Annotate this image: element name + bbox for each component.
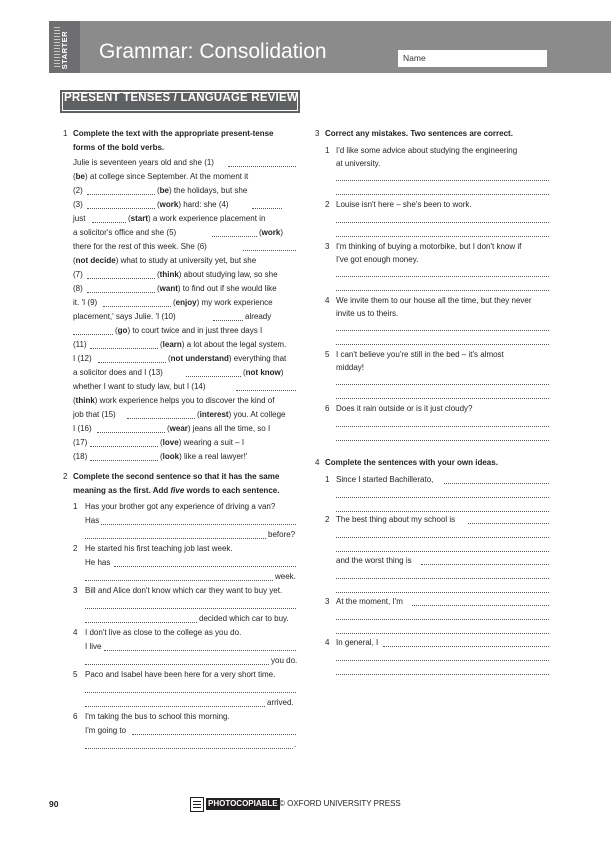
text-segment: at college since September. At the moment it [89, 172, 249, 181]
answer-blank-13[interactable] [186, 376, 241, 377]
answer-line[interactable] [336, 330, 549, 331]
item-sentence: Paco and Isabel have been here for a very short time. [85, 670, 276, 679]
item-number: 6 [73, 712, 78, 721]
item-sentence: He started his first teaching job last week. [85, 544, 233, 553]
heading-line: Complete the sentences with your own ideas. [325, 458, 498, 467]
name-field[interactable] [398, 50, 547, 67]
answer-blank-4b[interactable] [92, 222, 126, 223]
page-title: Grammar: Consolidation [99, 40, 327, 63]
verb-prompt: love [162, 438, 179, 447]
answer-line[interactable] [336, 674, 549, 675]
item-prompt: and the worst thing is [336, 556, 412, 565]
answer-line[interactable] [336, 619, 549, 620]
item-sentence: I don't live as close to the college as you do. [85, 628, 242, 637]
item-end: you do. [271, 656, 298, 665]
heading-line: Complete the text with the appropriate present-tense [73, 129, 274, 138]
answer-line[interactable] [336, 344, 549, 345]
photocopy-icon [190, 797, 204, 812]
item-number: 4 [73, 628, 78, 637]
item-prompt: The best thing about my school is [336, 515, 456, 524]
level-label: STARTER [60, 31, 69, 70]
answer-line[interactable] [85, 608, 296, 609]
answer-line[interactable] [383, 646, 549, 647]
verb-prompt: look [162, 452, 180, 461]
text-segment: I (16) [73, 424, 92, 433]
item-number: 4 [325, 638, 330, 647]
item-start: I'm going to [85, 726, 127, 735]
item-sentence: Has your brother got any experience of driving a van? [85, 502, 276, 511]
text-segment: about studying law, so she [183, 270, 278, 279]
item-sentence: I'd like some advice about studying the engineering [336, 146, 518, 155]
answer-blank-3[interactable] [87, 208, 155, 209]
answer-line[interactable] [336, 551, 549, 552]
answer-line[interactable] [336, 660, 549, 661]
item-end: . [294, 740, 297, 749]
item-sentence: Louise isn't here – she's been to work. [336, 200, 472, 209]
verb-prompt: not understand [170, 354, 229, 363]
text-segment: it. 'I (9) [73, 298, 98, 307]
text-segment: (17) [73, 438, 88, 447]
item-number: 3 [325, 242, 330, 251]
answer-blank-15[interactable] [127, 418, 195, 419]
verb-prompt: think [159, 270, 179, 279]
answer-line[interactable] [85, 706, 265, 707]
text-segment: my work experience [201, 298, 273, 307]
answer-line[interactable] [336, 633, 549, 634]
answer-line[interactable] [114, 566, 296, 567]
item-sentence: at university. [336, 159, 381, 168]
item-sentence: midday! [336, 363, 365, 372]
publisher-text: © OXFORD UNIVERSITY PRESS [279, 799, 401, 808]
answer-blank-18[interactable] [90, 460, 158, 461]
item-number: 6 [325, 404, 330, 413]
heading-line: words to each sentence. [184, 486, 280, 495]
answer-line[interactable] [85, 580, 273, 581]
text-segment: to court twice and in just three days I [132, 326, 263, 335]
text-segment: whether I want to study law, but I (14) [73, 382, 206, 391]
item-number: 4 [325, 296, 330, 305]
item-end: week. [275, 572, 296, 581]
text-segment: a solicitor does and I (13) [73, 368, 163, 377]
text-segment: (2) [73, 186, 83, 195]
text-segment: (8) [73, 284, 83, 293]
text-segment: a lot about the legal system. [186, 340, 287, 349]
text-segment: (3) [73, 200, 83, 209]
text-segment: there for the rest of this week. She (6) [73, 242, 207, 251]
heading-line: Correct any mistakes. Two sentences are correct. [325, 129, 513, 138]
item-number: 5 [73, 670, 78, 679]
answer-line[interactable] [104, 650, 296, 651]
verb-prompt: not decide [75, 256, 116, 265]
level-tab [49, 21, 80, 73]
exercise-3-heading [315, 127, 555, 141]
answer-line[interactable] [444, 483, 549, 484]
item-end: before? [268, 530, 296, 539]
answer-blank-7[interactable] [87, 278, 155, 279]
name-label: Name [403, 53, 426, 63]
text-segment: to find out if she would like [182, 284, 277, 293]
text-segment: a solicitor's office and she (5) [73, 228, 177, 237]
answer-line[interactable] [336, 180, 549, 181]
section-title-box [60, 90, 300, 113]
exercise-number: 2 [63, 472, 68, 481]
item-number: 5 [325, 350, 330, 359]
answer-blank-4[interactable] [252, 208, 282, 209]
answer-line[interactable] [85, 538, 266, 539]
text-segment: Julie is seventeen years old and she (1) [73, 158, 214, 167]
item-number: 1 [325, 475, 330, 484]
verb-prompt: go [117, 326, 128, 335]
item-prompt: In general, I [336, 638, 379, 647]
item-number: 2 [325, 515, 330, 524]
heading-line: Complete the second sentence so that it has the same [73, 472, 280, 481]
item-end: arrived. [267, 698, 294, 707]
answer-line[interactable] [336, 222, 549, 223]
answer-line[interactable] [336, 592, 549, 593]
exercise-2-heading [63, 470, 313, 498]
text-segment: just [73, 214, 86, 223]
text-segment: everything that [233, 354, 287, 363]
item-number: 3 [73, 586, 78, 595]
verb-prompt: start [130, 214, 149, 223]
text-segment: (11) [73, 340, 87, 349]
answer-blank-12[interactable] [98, 362, 166, 363]
text-segment: (18) [73, 452, 88, 461]
exercise-4-heading [315, 456, 555, 470]
verb-prompt: want [159, 284, 178, 293]
answer-line[interactable] [336, 537, 549, 538]
text-segment: work experience helps you to discover the kind of [99, 396, 275, 405]
answer-blank-11[interactable] [90, 348, 158, 349]
verb-prompt: learn [162, 340, 182, 349]
answer-blank-17[interactable] [90, 446, 158, 447]
text-segment: hard: she (4) [183, 200, 229, 209]
verb-prompt: be [75, 172, 86, 181]
answer-blank-1[interactable] [228, 166, 296, 167]
answer-line[interactable] [336, 398, 549, 399]
verb-prompt: be [159, 186, 170, 195]
answer-line[interactable] [336, 497, 549, 498]
text-segment: I (12) [73, 354, 92, 363]
text-segment: you. At college [233, 410, 286, 419]
item-start: Has [85, 516, 100, 525]
answer-line[interactable] [85, 622, 197, 623]
verb-prompt: work [159, 200, 179, 209]
text-segment: the holidays, but she [173, 186, 248, 195]
answer-line[interactable] [85, 664, 269, 665]
answer-blank-16[interactable] [97, 432, 165, 433]
item-prompt: Since I started Bachillerato, [336, 475, 434, 484]
answer-blank-8[interactable] [87, 292, 155, 293]
section-title: PRESENT TENSES / LANGUAGE REVIEW [64, 92, 298, 104]
verb-prompt: interest [199, 410, 229, 419]
text-segment: placement,' says Julie. 'I (10) [73, 312, 176, 321]
answer-line[interactable] [336, 276, 549, 277]
verb-prompt: not know [245, 368, 281, 377]
answer-blank-14[interactable] [236, 390, 296, 391]
exercise-1-heading [63, 127, 313, 155]
item-start: I live [85, 642, 102, 651]
text-segment: a work experience placement in [152, 214, 266, 223]
answer-line[interactable] [336, 511, 549, 512]
answer-line[interactable] [85, 748, 293, 749]
answer-line[interactable] [336, 578, 549, 579]
item-sentence: Does it rain outside or is it just cloudy? [336, 404, 473, 413]
item-start: He has [85, 558, 111, 567]
answer-line[interactable] [132, 734, 296, 735]
heading-line: meaning as the first. Add [73, 486, 171, 495]
text-segment: jeans all the time, so I [192, 424, 271, 433]
heading-emphasis: five [170, 486, 185, 495]
answer-blank-5[interactable] [212, 236, 257, 237]
item-sentence: invite us to theirs. [336, 309, 399, 318]
answer-line[interactable] [336, 290, 549, 291]
item-sentence: We invite them to our house all the time, but they never [336, 296, 532, 305]
heading-line: forms of the bold verbs. [73, 143, 165, 152]
item-sentence: I'm taking the bus to school this morning. [85, 712, 230, 721]
photocopiable-badge: PHOTOCOPIABLE [208, 799, 278, 808]
text-segment: (7) [73, 270, 83, 279]
item-number: 2 [325, 200, 330, 209]
answer-line[interactable] [468, 523, 549, 524]
answer-blank-10b[interactable] [73, 334, 113, 335]
answer-blank-6[interactable] [243, 250, 296, 251]
verb-prompt: work [261, 228, 281, 237]
verb-prompt: think [75, 396, 95, 405]
text-segment: what to study at university yet, but she [120, 256, 257, 265]
verb-prompt: wear [169, 424, 188, 433]
answer-line[interactable] [336, 426, 549, 427]
exercise-number: 3 [315, 129, 320, 138]
item-sentence: I can't believe you're still in the bed – it's almost [336, 350, 504, 359]
answer-line[interactable] [421, 564, 549, 565]
answer-line[interactable] [412, 605, 549, 606]
item-prompt: At the moment, I'm [336, 597, 403, 606]
item-sentence: Bill and Alice don't know which car they want to buy yet. [85, 586, 283, 595]
text-segment: job that (15) [73, 410, 116, 419]
item-number: 1 [73, 502, 78, 511]
item-number: 2 [73, 544, 78, 553]
item-number: 1 [325, 146, 330, 155]
text-segment: wearing a suit – I [183, 438, 245, 447]
item-sentence: I've got enough money. [336, 255, 419, 264]
item-end: decided which car to buy. [199, 614, 289, 623]
answer-line[interactable] [336, 194, 549, 195]
verb-prompt: enjoy [175, 298, 197, 307]
text-segment: like a real lawyer!' [184, 452, 248, 461]
item-sentence: I'm thinking of buying a motorbike, but I don't know if [336, 242, 522, 251]
page-header [49, 21, 611, 73]
answer-line[interactable] [101, 524, 296, 525]
answer-blank-9[interactable] [103, 306, 171, 307]
exercise-number: 1 [63, 129, 68, 138]
page-number: 90 [49, 799, 59, 809]
answer-blank-10[interactable] [213, 320, 243, 321]
answer-line[interactable] [336, 440, 549, 441]
text-segment: already [245, 312, 272, 321]
answer-line[interactable] [336, 236, 549, 237]
answer-line[interactable] [336, 384, 549, 385]
item-number: 3 [325, 597, 330, 606]
answer-line[interactable] [85, 692, 296, 693]
exercise-number: 4 [315, 458, 320, 467]
answer-blank-2[interactable] [87, 194, 155, 195]
